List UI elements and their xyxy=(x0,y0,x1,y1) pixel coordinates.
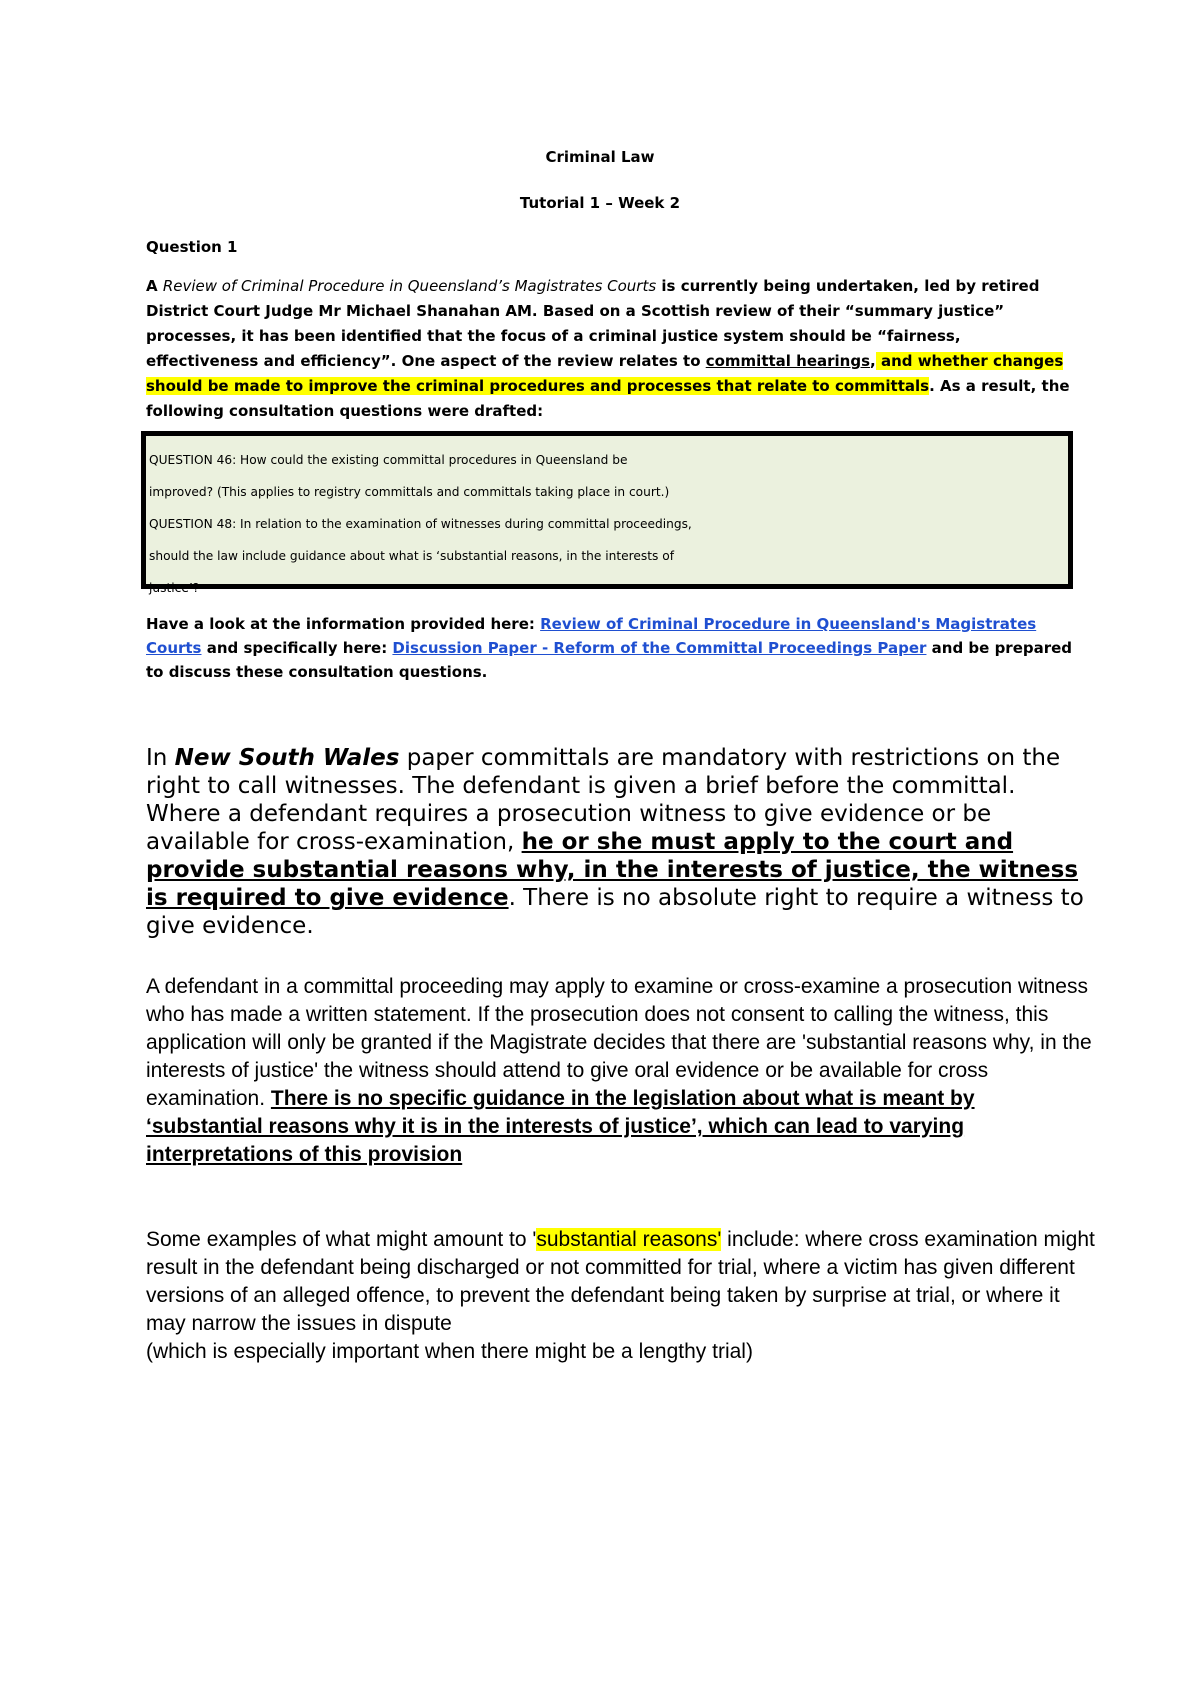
nsw-text-1: In xyxy=(146,745,175,771)
question-46-line-2: improved? (This applies to registry committals and committals taking place in court.) xyxy=(149,485,670,499)
highlighted-text: and whether changes should be made to improve the criminal procedures and processes that relate to committals xyxy=(146,352,1064,395)
examples-text-1: Some examples of what might amount to ' xyxy=(146,1228,537,1251)
nsw-bold-underlined: he or she must apply to the court and provide substantial reasons why, in the interests of justice, the witness is required to give evidence xyxy=(146,829,1079,911)
document-subtitle: Tutorial 1 – Week 2 xyxy=(519,194,681,212)
consultation-questions-box xyxy=(141,431,1073,595)
links-text-1: Have a look at the information provided here: xyxy=(146,615,541,633)
intro-comma: , xyxy=(870,352,876,370)
question-48-line-2: should the law include guidance about what is ‘substantial reasons, in the interests of xyxy=(149,549,674,563)
substantial-reasons-highlight: substantial reasons' xyxy=(536,1228,722,1251)
new-south-wales-bold-italic: New South Wales xyxy=(174,745,400,771)
links-paragraph xyxy=(146,612,1076,684)
examples-text-2: include: where cross examination might result in the defendant being discharged or not committed for trial, where a victim has given different versions of an alleged offence, to prevent the defendant being taken by surprise at trial, or where it may narrow the issues in dispute xyxy=(146,1228,1095,1335)
discussion-paper-link[interactable]: Discussion Paper - Reform of the Committal Proceedings Paper xyxy=(392,639,927,657)
question-48-line-3: justice’? xyxy=(149,581,200,595)
nsw-text-2: paper committals are mandatory with restrictions on the right to call witnesses. The defendant is given a brief before the committal. Where a defendant requires a prosecution witness to give evidence or be available for cross-examination, xyxy=(146,745,1061,855)
examples-text-3: (which is especially important when there might be a lengthy trial) xyxy=(146,1340,753,1363)
defendant-paragraph xyxy=(146,973,1096,1169)
review-link[interactable]: Review of Criminal Procedure in Queensland's Magistrates Courts xyxy=(146,615,1037,657)
document-title: Criminal Law xyxy=(545,148,655,166)
examples-paragraph xyxy=(146,1226,1096,1366)
intro-text-2: is currently being undertaken, led by retired District Court Judge Mr Michael Shanahan AM. Based on a Scottish review of their “summary justice” processes, it has been identified that the focus of a criminal justice system should be “fairness, effectiveness and efficiency”. One aspect of the review relates to xyxy=(146,277,1040,370)
intro-text-1: A xyxy=(146,277,163,295)
defendant-bold-underlined: There is no specific guidance in the legislation about what is meant by ‘substantial reasons why it is in the interests of justice’, which can lead to varying interpretations of this provision xyxy=(146,1087,975,1166)
defendant-text-1: A defendant in a committal proceeding may apply to examine or cross-examine a prosecution witness who has made a written statement. If the prosecution does not consent to calling the witness, this application will only be granted if the Magistrate decides that there are 'substantial reasons why, in the interests of justice' the witness should attend to give oral evidence or be available for cross examination. xyxy=(146,975,1092,1110)
intro-text-3: . As a result, the following consultation questions were drafted: xyxy=(146,377,1070,420)
review-title-italic: Review of Criminal Procedure in Queensland’s Magistrates Courts xyxy=(162,277,657,295)
nsw-text-3: . There is no absolute right to require a witness to give evidence. xyxy=(146,885,1084,939)
nsw-paragraph xyxy=(146,744,1096,940)
links-text-3: and be prepared to discuss these consultation questions. xyxy=(146,639,1073,681)
intro-paragraph xyxy=(146,274,1076,424)
question-46-line-1: QUESTION 46: How could the existing committal procedures in Queensland be xyxy=(149,453,628,467)
question-heading: Question 1 xyxy=(146,238,238,256)
links-text-2: and specifically here: xyxy=(201,639,393,657)
committal-hearings-underlined: committal hearings xyxy=(705,352,871,370)
question-48-line-1: QUESTION 48: In relation to the examination of witnesses during committal proceedings, xyxy=(149,517,692,531)
